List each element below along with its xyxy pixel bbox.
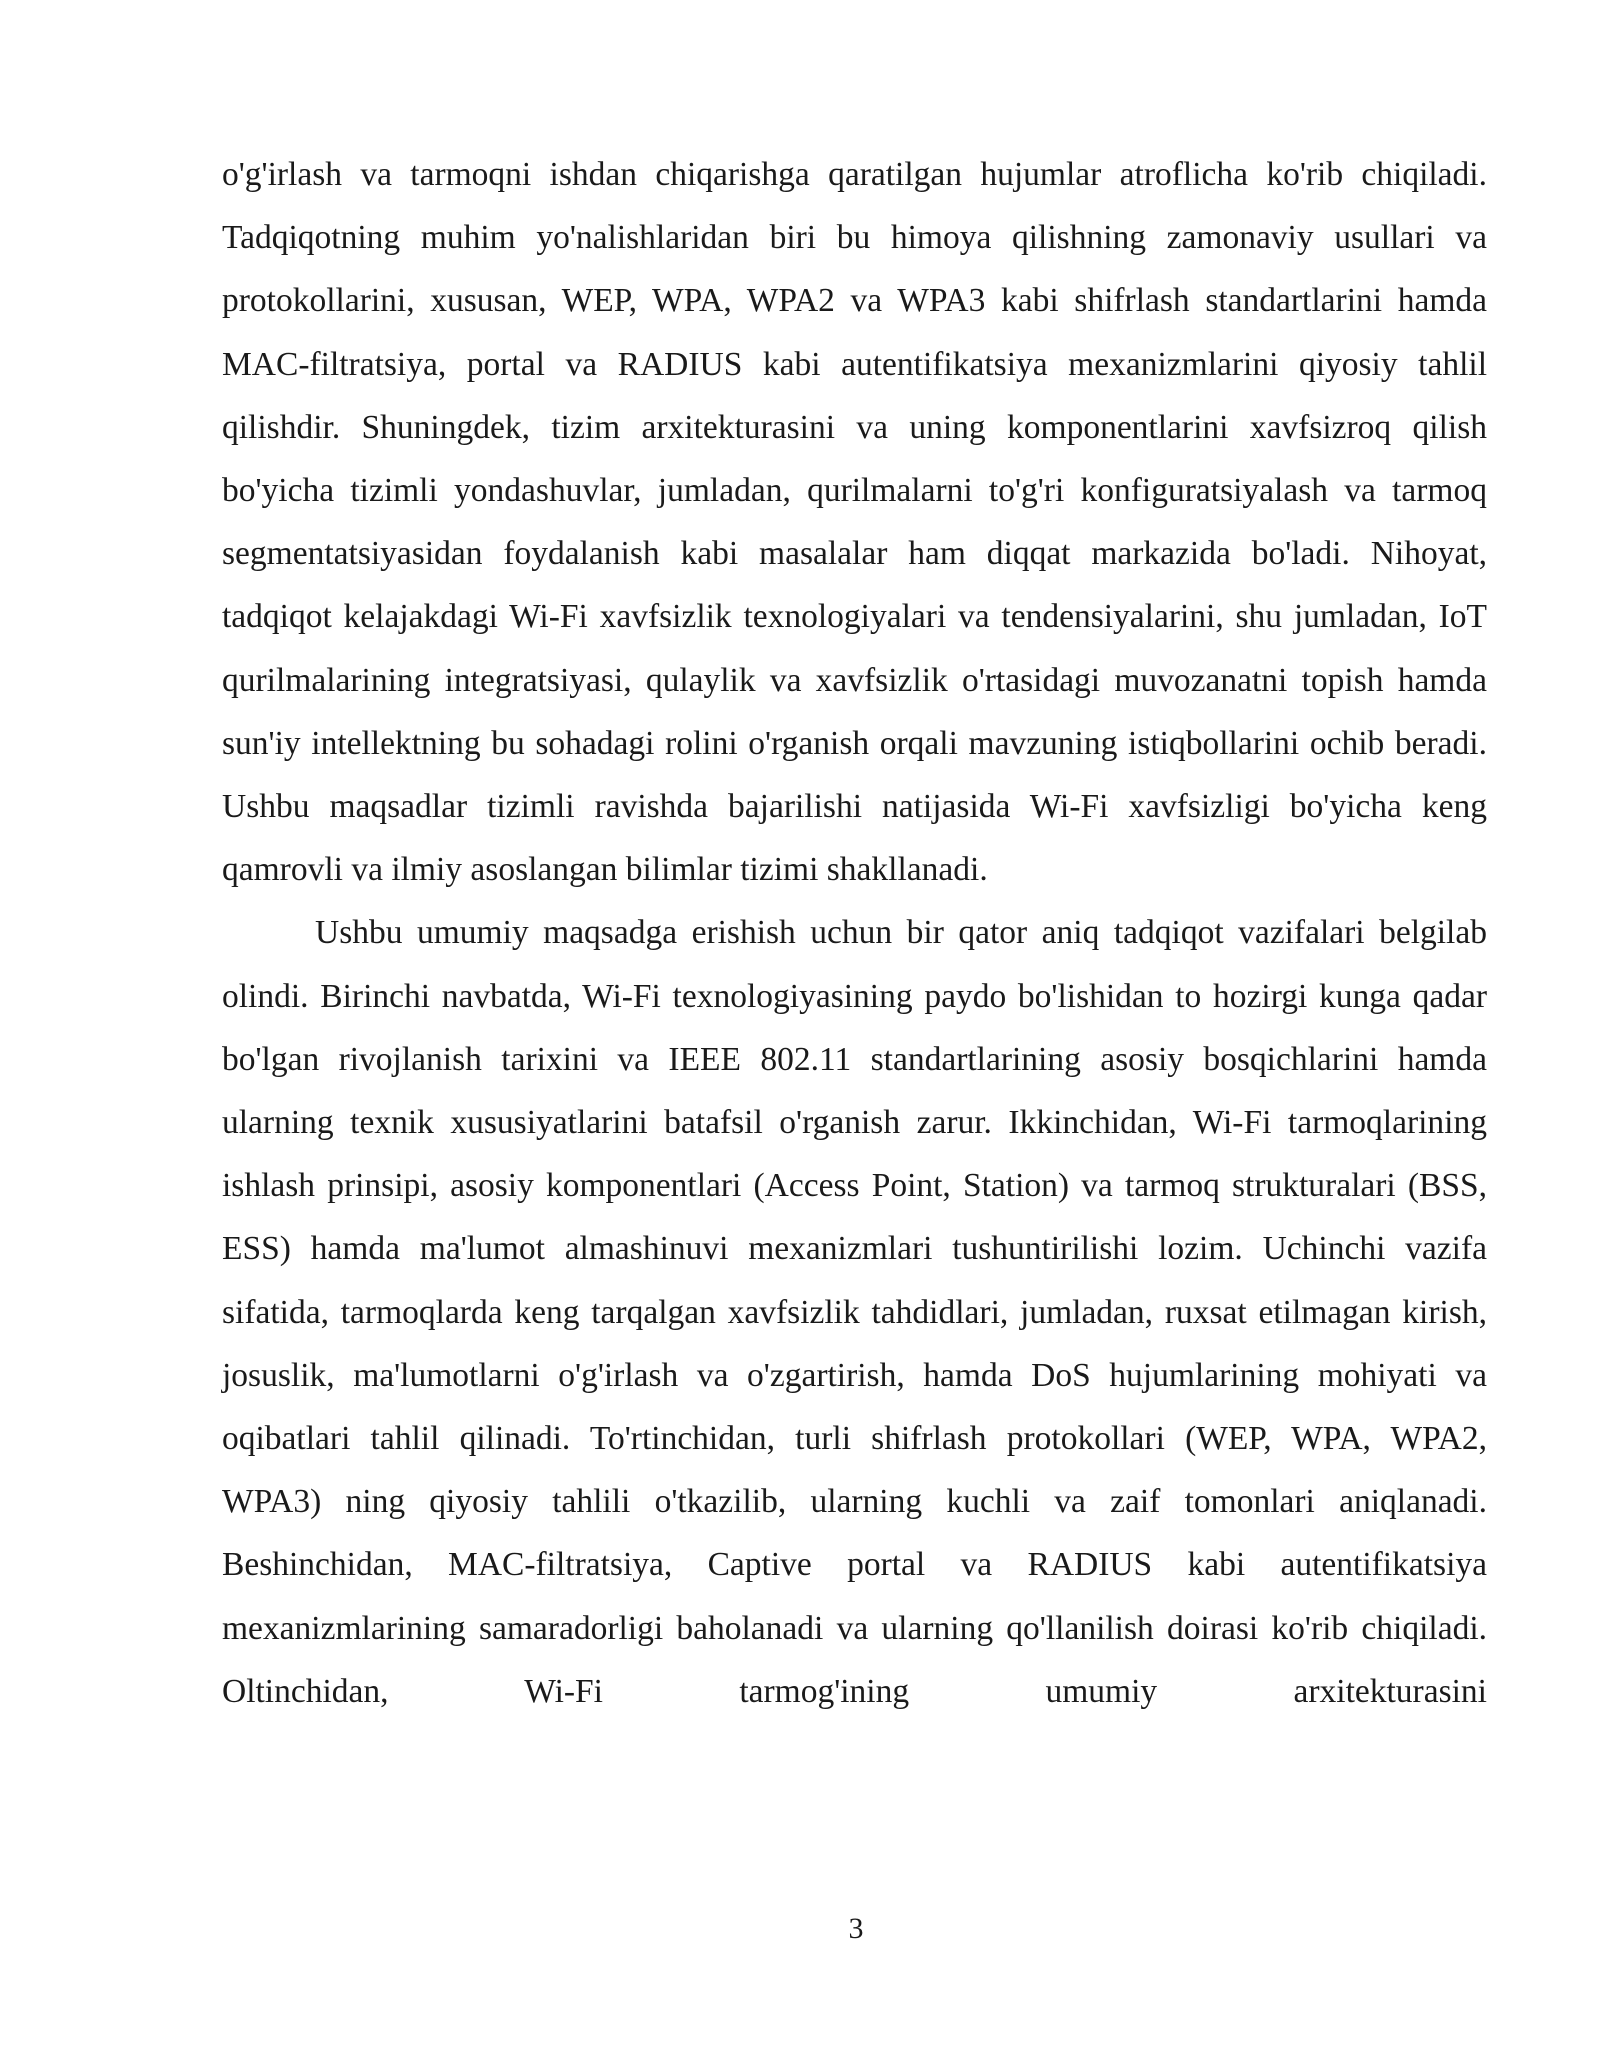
paragraph-continued: o'g'irlash va tarmoqni ishdan chiqarishga qaratilgan hujumlar atroflicha ko'rib chiqiladi. Tadqiqotning muhim yo'nalishlaridan biri bu himoya qilishning zamonaviy usullari va protokollarini, xususan, WEP, WPA, WPA2 va WPA3 kabi shifrlash standartlarini hamda MAC-filtratsiya, portal va RADIUS kabi autentifikatsiya mexanizmlarini qiyosiy tahlil qilishdir. Shuningdek, tizim arxitekturasini va uning komponentlarini xavfsizroq qilish bo'yicha tizimli yondashuvlar, jumladan, qurilmalarni to'g'ri konfiguratsiyalash va tarmoq segmentatsiyasidan foydalanish kabi masalalar ham diqqat markazida bo'ladi. Nihoyat, tadqiqot kelajakdagi Wi-Fi xavfsizlik texnologiyalari va tendensiyalarini, shu jumladan, IoT qurilmalarining integratsiyasi, qulaylik va xavfsizlik o'rtasidagi muvozanatni topish hamda sun'iy intellektning bu sohadagi rolini o'rganish orqali mavzuning istiqbollarini ochib beradi. Ushbu maqsadlar tizimli ravishda bajarilishi natijasida Wi-Fi xavfsizligi bo'yicha keng qamrovli va ilmiy asoslangan bilimlar tizimi shakllanadi.: [222, 156, 1487, 889]
paragraph-research-tasks: Ushbu umumiy maqsadga erishish uchun bir qator aniq tadqiqot vazifalari belgilab olindi. Birinchi navbatda, Wi-Fi texnologiyasining paydo bo'lishidan to hozirgi kunga qadar bo'lgan rivojlanish tarixini va IEEE 802.11 standartlarining asosiy bosqichlarini hamda ularning texnik xususiyatlarini batafsil o'rganish zarur. Ikkinchidan, Wi-Fi tarmoqlarining ishlash prinsipi, asosiy komponentlari (Access Point, Station) va tarmoq strukturalari (BSS, ESS) hamda ma'lumot almashinuvi mexanizmlari tushuntirilishi lozim. Uchinchi vazifa sifatida, tarmoqlarda keng tarqalgan xavfsizlik tahdidlari, jumladan, ruxsat etilmagan kirish, josuslik, ma'lumotlarni o'g'irlash va o'zgartirish, hamda DoS hujumlarining mohiyati va oqibatlari tahlil qilinadi. To'rtinchidan, turli shifrlash protokollari (WEP, WPA, WPA2, WPA3) ning qiyosiy tahlili o'tkazilib, ularning kuchli va zaif tomonlari aniqlanadi. Beshinchidan, MAC-filtratsiya, Captive portal va RADIUS kabi autentifikatsiya mexanizmlarining samaradorligi baholanadi va ularning qo'llanilish doirasi ko'rib chiqiladi. Oltinchidan, Wi-Fi tarmog'ining umumiy arxitekturasini: [222, 914, 1487, 1710]
page-body-text: [222, 143, 1487, 1723]
page-number: 3: [848, 1912, 864, 1945]
